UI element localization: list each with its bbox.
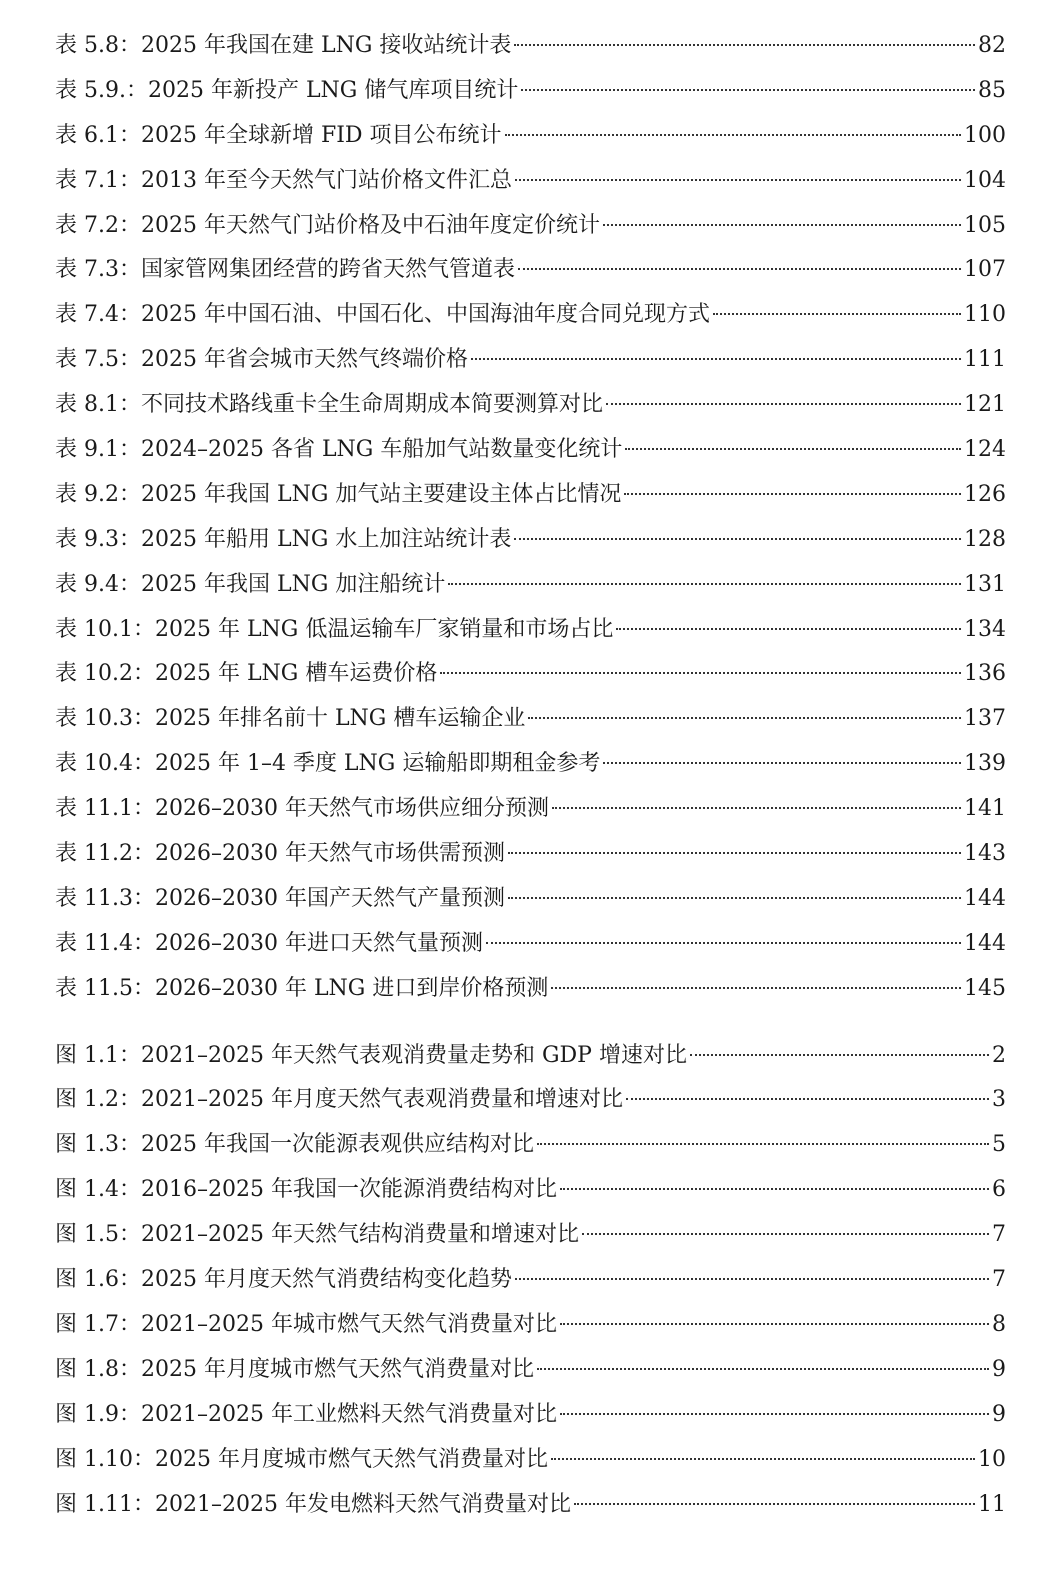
dot-leader <box>514 538 961 540</box>
entry-label: 表 7.5：2025 年省会城市天然气终端价格 <box>55 347 468 373</box>
dot-leader <box>537 1368 989 1370</box>
toc-entry[interactable] <box>55 1034 1006 1079</box>
toc-entry[interactable] <box>55 248 1006 293</box>
dot-leader <box>528 717 961 719</box>
toc-entry[interactable] <box>55 832 1006 877</box>
toc-entry[interactable] <box>55 518 1006 563</box>
toc-entry[interactable] <box>55 1168 1006 1213</box>
entry-label: 图 1.9：2021–2025 年工业燃料天然气消费量对比 <box>55 1401 557 1427</box>
dot-leader <box>551 987 961 989</box>
entry-label: 表 10.1：2025 年 LNG 低温运输车厂家销量和市场占比 <box>55 616 614 642</box>
page-number: 6 <box>992 1177 1006 1203</box>
dot-leader <box>515 1278 989 1280</box>
entry-label: 表 9.1：2024–2025 各省 LNG 车船加气站数量变化统计 <box>55 437 623 463</box>
page-number: 85 <box>978 77 1006 103</box>
page-number: 121 <box>964 392 1006 418</box>
list-of-figures <box>55 1034 1006 1528</box>
toc-entry[interactable] <box>55 1393 1006 1438</box>
page-number: 111 <box>964 347 1006 373</box>
entry-label: 图 1.1：2021–2025 年天然气表观消费量走势和 GDP 增速对比 <box>55 1042 687 1068</box>
dot-leader <box>606 403 961 405</box>
entry-label: 图 1.11：2021–2025 年发电燃料天然气消费量对比 <box>55 1491 571 1517</box>
dot-leader <box>574 1503 975 1505</box>
dot-leader <box>625 448 961 450</box>
toc-entry[interactable] <box>55 383 1006 428</box>
dot-leader <box>603 762 961 764</box>
entry-label: 图 1.3：2025 年我国一次能源表观供应结构对比 <box>55 1132 534 1158</box>
entry-label: 表 10.4：2025 年 1–4 季度 LNG 运输船即期租金参考 <box>55 751 601 777</box>
dot-leader <box>486 942 961 944</box>
entry-label: 表 11.5：2026–2030 年 LNG 进口到岸价格预测 <box>55 975 549 1001</box>
page-number: 82 <box>978 33 1006 58</box>
entry-label: 表 7.3：国家管网集团经营的跨省天然气管道表 <box>55 257 515 283</box>
toc-entry[interactable] <box>55 1483 1006 1528</box>
toc-entry[interactable] <box>55 563 1006 608</box>
entry-label: 表 9.4：2025 年我国 LNG 加注船统计 <box>55 571 446 597</box>
toc-entry[interactable] <box>55 1303 1006 1348</box>
page-number: 8 <box>992 1311 1006 1337</box>
toc-entry[interactable] <box>55 114 1006 159</box>
page-number: 9 <box>992 1401 1006 1427</box>
page-number: 105 <box>964 212 1006 238</box>
entry-label: 图 1.8：2025 年月度城市燃气天然气消费量对比 <box>55 1356 534 1382</box>
page-number: 5 <box>992 1132 1006 1158</box>
page-number: 100 <box>964 122 1006 148</box>
dot-leader <box>515 179 961 181</box>
dot-leader <box>505 134 961 136</box>
page-number: 126 <box>964 481 1006 507</box>
toc-entry[interactable] <box>55 1438 1006 1483</box>
page-number: 144 <box>964 930 1006 956</box>
page-number: 143 <box>964 841 1006 867</box>
entry-label: 图 1.10：2025 年月度城市燃气天然气消费量对比 <box>55 1446 548 1472</box>
page-number: 7 <box>992 1267 1006 1293</box>
dot-leader <box>521 89 975 91</box>
page-number: 2 <box>992 1042 1006 1068</box>
entry-label: 表 7.4：2025 年中国石油、中国石化、中国海油年度合同兑现方式 <box>55 302 710 328</box>
toc-entry[interactable] <box>55 159 1006 204</box>
page-number: 3 <box>992 1087 1006 1113</box>
page-number: 7 <box>992 1222 1006 1248</box>
page-number: 10 <box>978 1446 1006 1472</box>
dot-leader <box>448 583 961 585</box>
toc-entry[interactable] <box>55 338 1006 383</box>
toc-entry[interactable] <box>55 24 1006 69</box>
dot-leader <box>471 358 961 360</box>
page-number: 139 <box>964 751 1006 777</box>
entry-label: 表 11.1：2026–2030 年天然气市场供应细分预测 <box>55 796 549 822</box>
toc-entry[interactable] <box>55 428 1006 473</box>
toc-entry[interactable] <box>55 877 1006 922</box>
entry-label: 图 1.7：2021–2025 年城市燃气天然气消费量对比 <box>55 1311 557 1337</box>
dot-leader <box>713 313 961 315</box>
entry-label: 表 9.2：2025 年我国 LNG 加气站主要建设主体占比情况 <box>55 481 622 507</box>
toc-entry[interactable] <box>55 473 1006 518</box>
entry-label: 表 10.3：2025 年排名前十 LNG 槽车运输企业 <box>55 706 526 732</box>
toc-entry[interactable] <box>55 69 1006 114</box>
entry-label: 表 11.2：2026–2030 年天然气市场供需预测 <box>55 841 505 867</box>
entry-label: 表 5.9.：2025 年新投产 LNG 储气库项目统计 <box>55 77 519 103</box>
page-number: 110 <box>964 302 1006 328</box>
dot-leader <box>508 852 961 854</box>
dot-leader <box>440 672 961 674</box>
entry-label: 图 1.6：2025 年月度天然气消费结构变化趋势 <box>55 1267 512 1293</box>
dot-leader <box>560 1413 989 1415</box>
entry-label: 表 11.3：2026–2030 年国产天然气产量预测 <box>55 885 505 911</box>
page-number: 131 <box>964 571 1006 597</box>
page-number: 144 <box>964 885 1006 911</box>
dot-leader <box>514 44 975 46</box>
dot-leader <box>626 1098 989 1100</box>
toc-entry[interactable] <box>55 1123 1006 1168</box>
entry-label: 表 9.3：2025 年船用 LNG 水上加注站统计表 <box>55 526 512 552</box>
page-number: 145 <box>964 975 1006 1001</box>
entry-label: 图 1.4：2016–2025 年我国一次能源消费结构对比 <box>55 1177 557 1203</box>
toc-entry[interactable] <box>55 1078 1006 1123</box>
page-number: 9 <box>992 1356 1006 1382</box>
dot-leader <box>560 1188 989 1190</box>
dot-leader <box>508 897 961 899</box>
dot-leader <box>560 1323 989 1325</box>
toc-entry[interactable] <box>55 922 1006 967</box>
toc-entry[interactable] <box>55 1348 1006 1393</box>
dot-leader <box>518 268 961 270</box>
dot-leader <box>552 807 961 809</box>
dot-leader <box>616 628 961 630</box>
table-of-contents <box>55 24 1006 1527</box>
entry-label: 表 11.4：2026–2030 年进口天然气量预测 <box>55 930 483 956</box>
dot-leader <box>582 1233 989 1235</box>
toc-entry[interactable] <box>55 787 1006 832</box>
list-of-tables <box>55 24 1006 1012</box>
entry-label: 表 6.1：2025 年全球新增 FID 项目公布统计 <box>55 122 502 148</box>
toc-entry[interactable] <box>55 204 1006 249</box>
toc-entry[interactable] <box>55 652 1006 697</box>
entry-label: 表 7.2：2025 年天然气门站价格及中石油年度定价统计 <box>55 212 600 238</box>
entry-label: 表 10.2：2025 年 LNG 槽车运费价格 <box>55 661 438 687</box>
toc-entry[interactable] <box>55 608 1006 653</box>
entry-label: 表 7.1：2013 年至今天然气门站价格文件汇总 <box>55 167 512 193</box>
entry-label: 表 5.8：2025 年我国在建 LNG 接收站统计表 <box>55 33 512 58</box>
page-number: 134 <box>964 616 1006 642</box>
toc-entry[interactable] <box>55 697 1006 742</box>
dot-leader <box>551 1458 975 1460</box>
page-number: 104 <box>964 167 1006 193</box>
page-number: 124 <box>964 437 1006 463</box>
page-number: 137 <box>964 706 1006 732</box>
page-number: 128 <box>964 526 1006 552</box>
page-number: 136 <box>964 661 1006 687</box>
dot-leader <box>690 1054 989 1056</box>
page-number: 141 <box>964 796 1006 822</box>
toc-entry[interactable] <box>55 293 1006 338</box>
dot-leader <box>624 493 961 495</box>
dot-leader <box>537 1143 989 1145</box>
toc-entry[interactable] <box>55 1213 1006 1258</box>
toc-entry[interactable] <box>55 967 1006 1012</box>
entry-label: 图 1.2：2021–2025 年月度天然气表观消费量和增速对比 <box>55 1087 623 1113</box>
toc-entry[interactable] <box>55 1258 1006 1303</box>
page-number: 11 <box>978 1491 1006 1517</box>
entry-label: 表 8.1：不同技术路线重卡全生命周期成本简要测算对比 <box>55 392 603 418</box>
entry-label: 图 1.5：2021–2025 年天然气结构消费量和增速对比 <box>55 1222 579 1248</box>
page-number: 107 <box>964 257 1006 283</box>
toc-entry[interactable] <box>55 742 1006 787</box>
dot-leader <box>603 224 961 226</box>
